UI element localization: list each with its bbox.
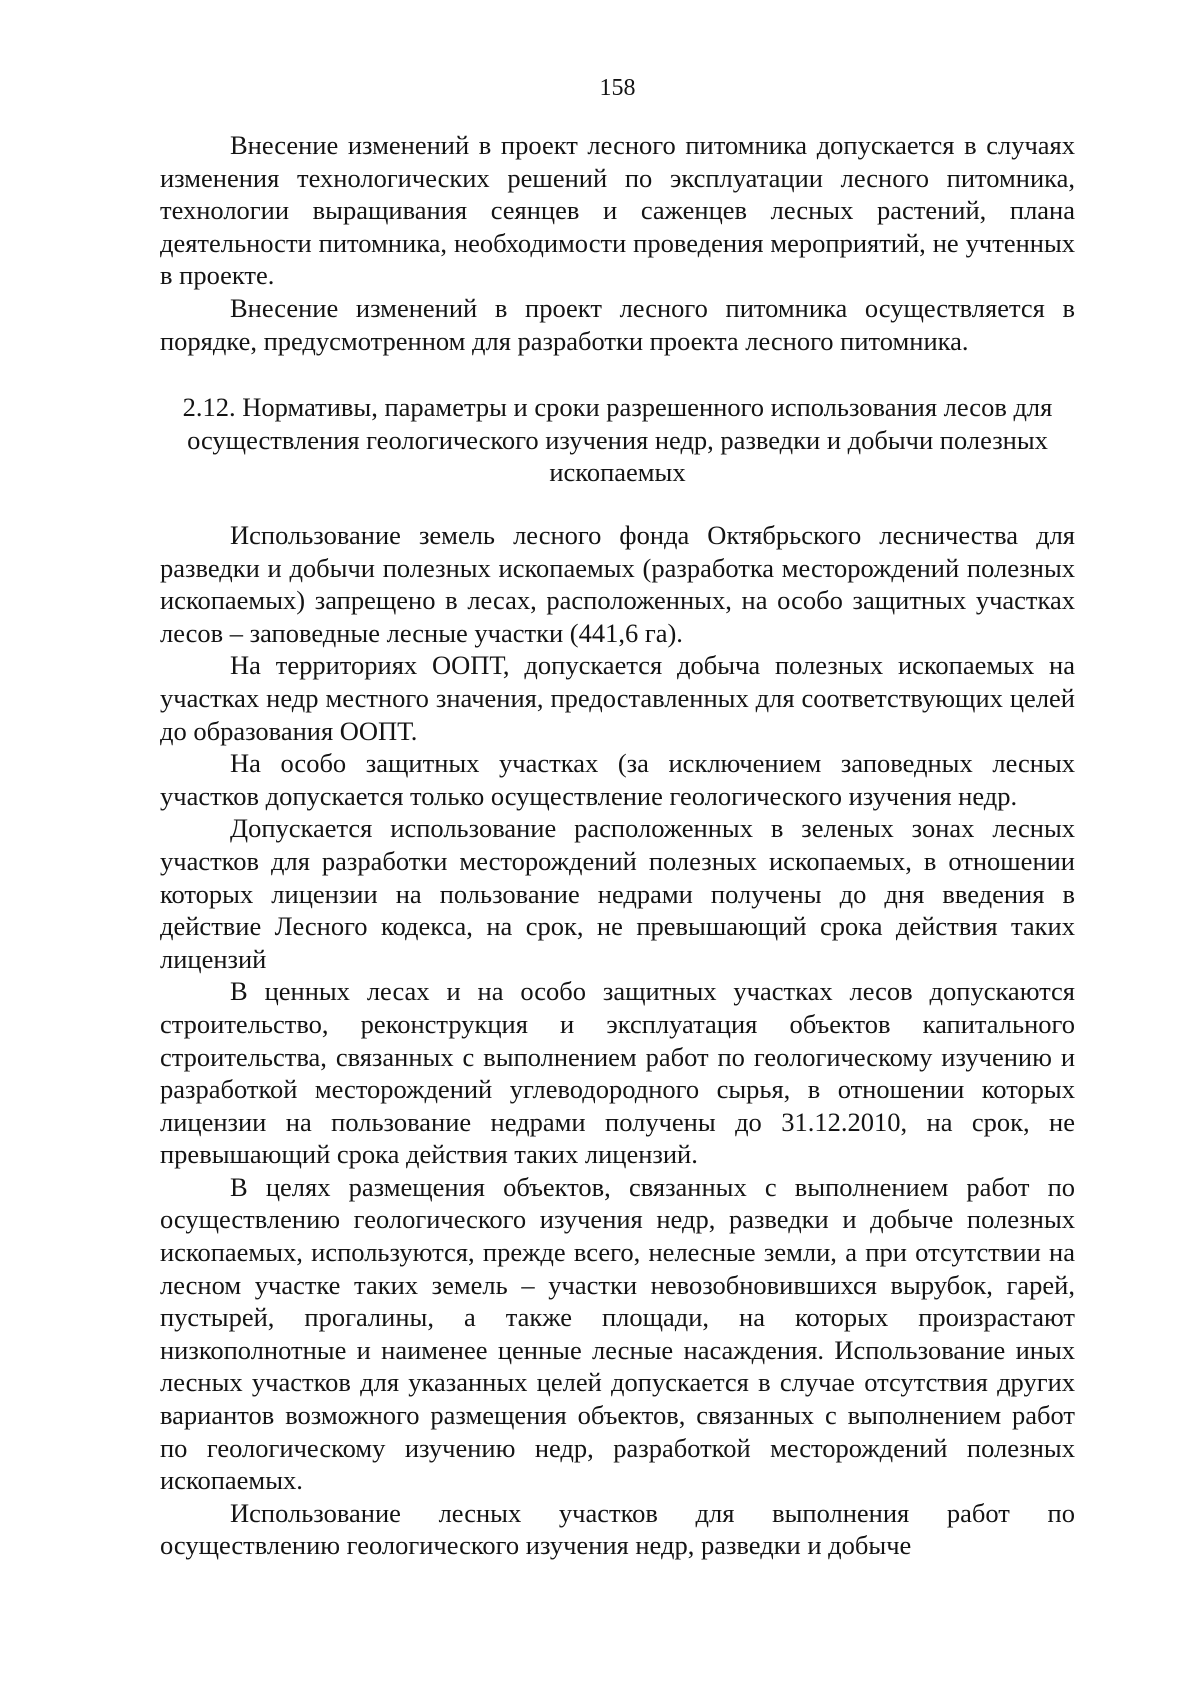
section-heading-block — [160, 391, 1075, 489]
intro-text — [160, 129, 1075, 357]
section-text — [160, 519, 1075, 1562]
page-number: 158 — [599, 75, 636, 101]
paragraph: Использование лесных участков для выполнения работ по осуществлению геологического изучения недр, разведки и добыче — [160, 1497, 1075, 1561]
paragraph: Допускается использование расположенных в зеленых зонах лесных участков для разработки месторождений полезных ископаемых, в отношении которых лицензии на пользование недрами получены до дня введения в действие Лесного кодекса, на срок, не превышающий срока действия таких лицензий — [160, 813, 1075, 974]
paragraph: Внесение изменений в проект лесного питомника осуществляется в порядке, предусмотренном для разработки проекта лесного питомника. — [160, 292, 1075, 356]
paragraph: На особо защитных участках (за исключением заповедных лесных участков допускается только осуществление геологического изучения недр. — [160, 748, 1075, 811]
section-heading: 2.12. Нормативы, параметры и сроки разрешенного использования лесов для осуществления геологического изучения недр, разведки и добычи полезных ископаемых — [182, 392, 1053, 488]
paragraph: На территориях ООПТ, допускается добыча полезных ископаемых на участках недр местного значения, предоставленных для соответствующих целей до образования ООПТ. — [160, 650, 1075, 746]
paragraph: В целях размещения объектов, связанных с выполнением работ по осуществлению геологического изучения недр, разведки и добыче полезных ископаемых, используются, прежде всего, нелесные земли, а при отсутствии на лесном участке таких земель – участки невозобновившихся вырубок, гарей, пустырей, прогалины, а также площади, на которых произрастают низкополнотные и наименее ценные лесные насаждения. Использование иных лесных участков для указанных целей допускается в случае отсутствия других вариантов возможного размещения объектов, связанных с выполнением работ по геологическому изучению недр, разработкой месторождений полезных ископаемых. — [160, 1171, 1075, 1496]
paragraph: Использование земель лесного фонда Октябрьского лесничества для разведки и добычи полезных ископаемых (разработка месторождений полезных ископаемых) запрещено в лесах, расположенных, на особо защитных участках лесов – заповедные лесные участки (441,6 га). — [160, 520, 1075, 648]
paragraph: Внесение изменений в проект лесного питомника допускается в случаях изменения технологических решений по эксплуатации лесного питомника, технологии выращивания сеянцев и саженцев лесных растений, плана деятельности питомника, необходимости проведения мероприятий, не учтенных в проекте. — [160, 130, 1075, 291]
paragraph: В ценных лесах и на особо защитных участках лесов допускаются строительство, реконструкция и эксплуатация объектов капитального строительства, связанных с выполнением работ по геологическому изучению и разработкой месторождений углеводородного сырья, в отношении которых лицензии на пользование недрами получены до 31.12.2010, на срок, не превышающий срока действия таких лицензий. — [160, 976, 1075, 1170]
